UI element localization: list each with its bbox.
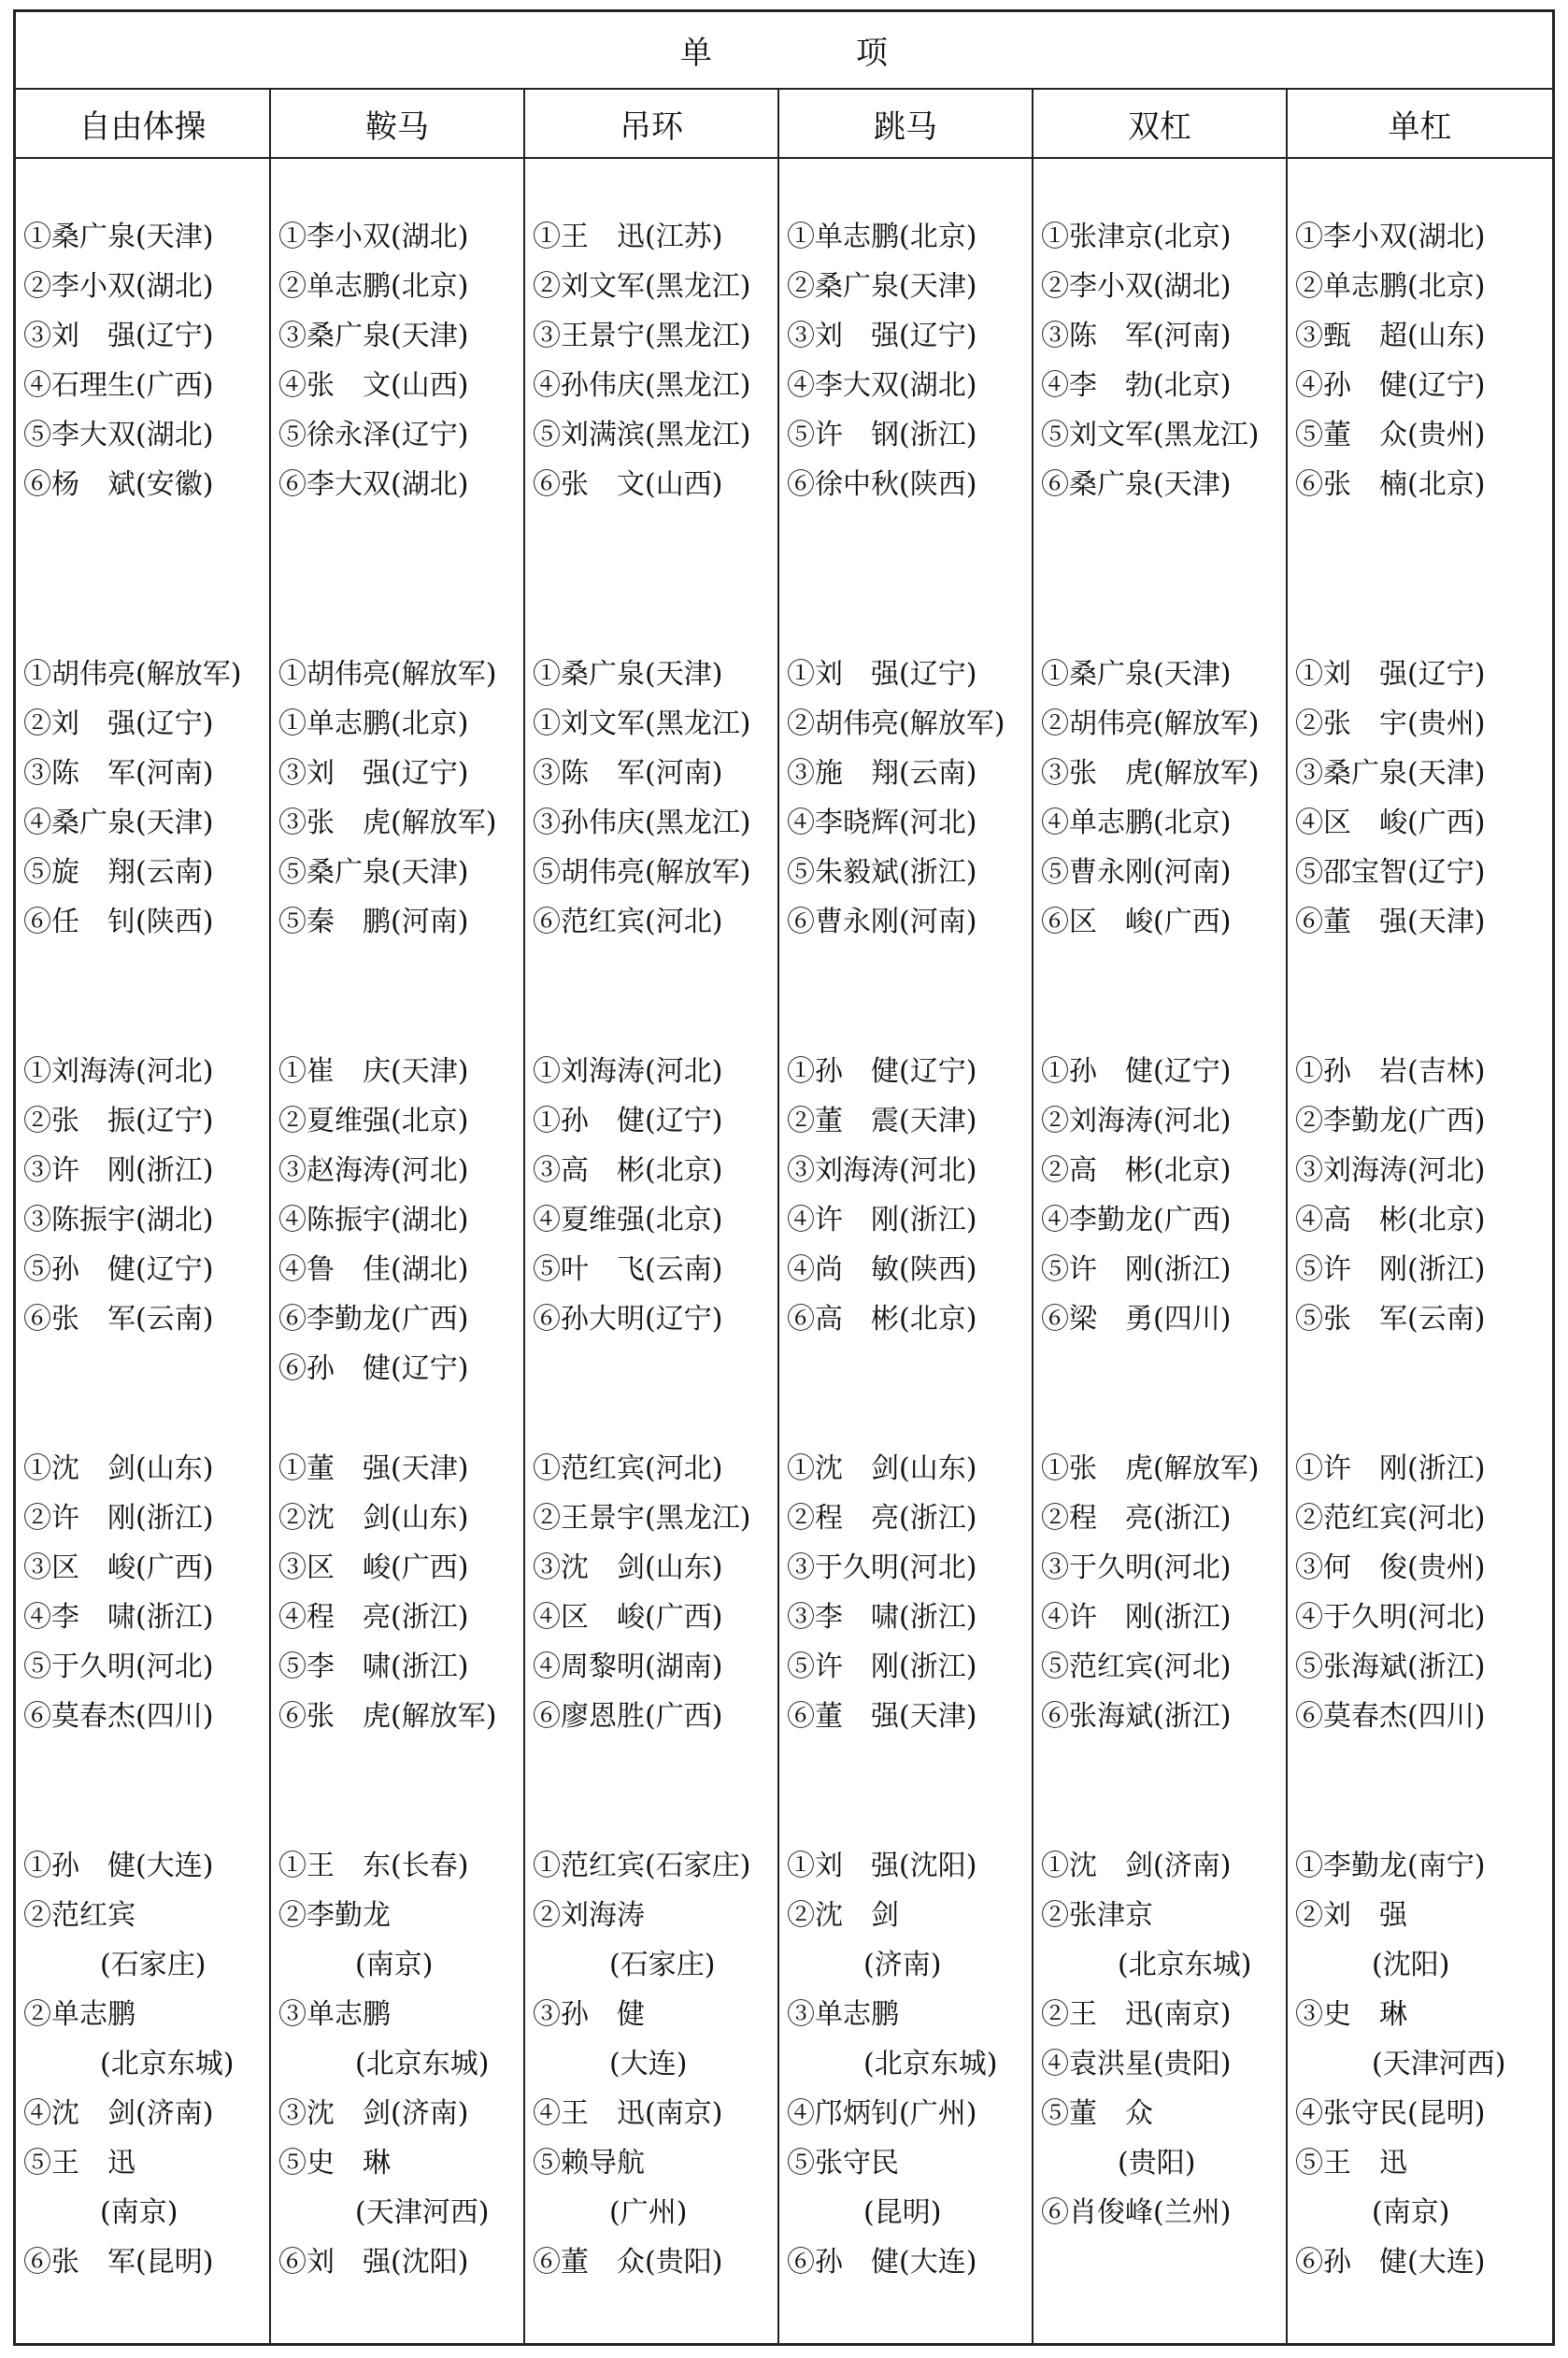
result-entry: ①孙 健(大连) bbox=[23, 1850, 214, 1882]
result-entry: ①董 强(天津) bbox=[278, 1452, 469, 1485]
result-entry: ②范红宾 bbox=[23, 1899, 135, 1932]
result-entry: ①王 迅(江苏) bbox=[533, 221, 723, 253]
result-entry: ⑤范红宾(河北) bbox=[1041, 1651, 1232, 1683]
result-entry: ④袁洪星(贵阳) bbox=[1041, 2048, 1232, 2080]
result-entry: ②王景宇(黑龙江) bbox=[533, 1502, 751, 1535]
result-entry: (南京) bbox=[100, 2196, 178, 2229]
result-entry: ①桑广泉(天津) bbox=[23, 221, 214, 253]
result-entry: ⑥莫春杰(四川) bbox=[1295, 1700, 1486, 1733]
result-entry: ③高 彬(北京) bbox=[533, 1154, 723, 1187]
result-group bbox=[525, 1444, 777, 1741]
column-header: 单杠 bbox=[1388, 107, 1452, 146]
result-entry: ⑥李勤龙(广西) bbox=[278, 1303, 469, 1336]
result-entry: ②李勤龙(广西) bbox=[1295, 1105, 1486, 1137]
result-entry: ⑤史 琳 bbox=[278, 2147, 391, 2179]
result-entry: ①孙 健(辽宁) bbox=[533, 1105, 723, 1137]
result-entry: ⑥肖俊峰(兰州) bbox=[1041, 2196, 1232, 2229]
result-entry: ⑤秦 鹏(河南) bbox=[278, 906, 469, 938]
result-entry: ①王 东(长春) bbox=[278, 1850, 469, 1882]
result-entry: ③区 峻(广西) bbox=[278, 1551, 469, 1584]
result-entry: ④李 勃(北京) bbox=[1041, 369, 1232, 402]
result-group bbox=[1033, 1841, 1286, 2237]
result-entry: ①孙 岩(吉林) bbox=[1295, 1055, 1486, 1088]
column-header: 自由体操 bbox=[16, 90, 271, 157]
result-entry: ①崔 庆(天津) bbox=[278, 1055, 469, 1088]
result-entry: ⑤刘文军(黑龙江) bbox=[1041, 419, 1260, 451]
result-entry: ②高 彬(北京) bbox=[1041, 1154, 1232, 1187]
result-group bbox=[1288, 1444, 1552, 1741]
result-entry: ②刘文军(黑龙江) bbox=[533, 270, 751, 303]
result-entry: ③刘 强(辽宁) bbox=[23, 320, 214, 352]
result-group bbox=[271, 1047, 523, 1393]
result-entry: ①沈 剑(山东) bbox=[787, 1452, 977, 1485]
result-entry: ⑥杨 斌(安徽) bbox=[23, 468, 214, 501]
result-entry: ①许 刚(浙江) bbox=[1295, 1452, 1486, 1485]
result-entry: ④李勤龙(广西) bbox=[1041, 1204, 1232, 1236]
result-group bbox=[525, 212, 777, 509]
result-entry: ④夏维强(北京) bbox=[533, 1204, 723, 1236]
result-entry: ①李小双(湖北) bbox=[278, 221, 469, 253]
result-entry: ④单志鹏(北京) bbox=[1041, 807, 1232, 839]
result-entry: ⑤张海斌(浙江) bbox=[1295, 1651, 1486, 1683]
result-entry: ③李 啸(浙江) bbox=[787, 1601, 977, 1634]
result-entry: ⑤朱毅斌(浙江) bbox=[787, 856, 977, 889]
result-entry: ③单志鹏 bbox=[278, 1998, 391, 2031]
result-entry: (天津河西) bbox=[355, 2196, 490, 2229]
result-entry: ③刘 强(辽宁) bbox=[278, 757, 469, 790]
result-entry: (石家庄) bbox=[609, 1949, 716, 1981]
result-entry: ②程 亮(浙江) bbox=[1041, 1502, 1232, 1535]
result-entry: ①刘海涛(河北) bbox=[23, 1055, 214, 1088]
result-entry: ④孙伟庆(黑龙江) bbox=[533, 369, 751, 402]
result-entry: ⑥徐中秋(陕西) bbox=[787, 468, 977, 501]
result-entry: (济南) bbox=[863, 1949, 942, 1981]
result-entry: ①孙 健(辽宁) bbox=[787, 1055, 977, 1088]
result-entry: ⑤王 迅 bbox=[1295, 2147, 1407, 2179]
result-entry: ⑤孙 健(辽宁) bbox=[23, 1253, 214, 1286]
result-entry: ①范红宾(石家庄) bbox=[533, 1850, 751, 1882]
result-entry: ③陈 军(河南) bbox=[23, 757, 214, 790]
result-entry: ①张 虎(解放军) bbox=[1041, 1452, 1260, 1485]
result-entry: ⑤许 钢(浙江) bbox=[787, 419, 977, 451]
result-entry: ③单志鹏 bbox=[787, 1998, 899, 2031]
result-entry: ⑤旋 翔(云南) bbox=[23, 856, 214, 889]
result-entry: ⑤邵宝智(辽宁) bbox=[1295, 856, 1486, 889]
result-entry: ⑤董 众(贵州) bbox=[1295, 419, 1486, 451]
result-group bbox=[271, 212, 523, 509]
result-entry: ③刘 强(辽宁) bbox=[787, 320, 977, 352]
result-entry: ⑤桑广泉(天津) bbox=[278, 856, 469, 889]
table-body bbox=[16, 159, 1552, 2343]
result-group bbox=[1288, 1841, 1552, 2287]
result-entry: (石家庄) bbox=[100, 1949, 207, 1981]
result-entry: ③陈振宇(湖北) bbox=[23, 1204, 214, 1236]
result-entry: (南京) bbox=[355, 1949, 434, 1981]
result-entry: ⑥区 峻(广西) bbox=[1041, 906, 1232, 938]
result-entry: ②刘 强 bbox=[1295, 1899, 1407, 1932]
result-entry: ③区 峻(广西) bbox=[23, 1551, 214, 1584]
result-group bbox=[779, 650, 1032, 947]
result-entry: ④于久明(河北) bbox=[1295, 1601, 1486, 1634]
result-entry: ⑥张 军(云南) bbox=[23, 1303, 214, 1336]
result-entry: ②张 宇(贵州) bbox=[1295, 707, 1486, 740]
result-entry: ⑤张守民 bbox=[787, 2147, 899, 2179]
result-entry: (南京) bbox=[1372, 2196, 1450, 2229]
result-entry: ⑥廖恩胜(广西) bbox=[533, 1700, 723, 1733]
result-entry: ①单志鹏(北京) bbox=[278, 707, 469, 740]
result-entry: ④石理生(广西) bbox=[23, 369, 214, 402]
result-entry: ②夏维强(北京) bbox=[278, 1105, 469, 1137]
result-entry: ④沈 剑(济南) bbox=[23, 2097, 214, 2130]
result-entry: ④鲁 佳(湖北) bbox=[278, 1253, 469, 1286]
result-entry: ⑤于久明(河北) bbox=[23, 1651, 214, 1683]
result-entry: ①范红宾(河北) bbox=[533, 1452, 723, 1485]
result-entry: ⑤李 啸(浙江) bbox=[278, 1651, 469, 1683]
result-entry: ③孙伟庆(黑龙江) bbox=[533, 807, 751, 839]
result-entry: (沈阳) bbox=[1372, 1949, 1450, 1981]
result-entry: ③赵海涛(河北) bbox=[278, 1154, 469, 1187]
column-1 bbox=[16, 159, 271, 2343]
result-entry: ⑤叶 飞(云南) bbox=[533, 1253, 723, 1286]
result-entry: ②程 亮(浙江) bbox=[787, 1502, 977, 1535]
result-entry: ③沈 剑(济南) bbox=[278, 2097, 469, 2130]
result-entry: ③张 虎(解放军) bbox=[278, 807, 497, 839]
result-entry: ③甄 超(山东) bbox=[1295, 320, 1486, 352]
result-entry: ③王景宁(黑龙江) bbox=[533, 320, 751, 352]
result-entry: (天津河西) bbox=[1372, 2048, 1506, 2080]
result-group bbox=[779, 1444, 1032, 1741]
result-entry: ⑥李大双(湖北) bbox=[278, 468, 469, 501]
result-entry: ②张 振(辽宁) bbox=[23, 1105, 214, 1137]
result-entry: ⑥张 文(山西) bbox=[533, 468, 723, 501]
result-entry: ⑤王 迅 bbox=[23, 2147, 135, 2179]
result-entry: ②单志鹏(北京) bbox=[1295, 270, 1486, 303]
result-group bbox=[1033, 650, 1286, 947]
result-entry: ⑤曹永刚(河南) bbox=[1041, 856, 1232, 889]
result-entry: ⑤许 刚(浙江) bbox=[1295, 1253, 1486, 1286]
result-entry: ①桑广泉(天津) bbox=[1041, 658, 1232, 691]
result-entry: ④周黎明(湖南) bbox=[533, 1651, 723, 1683]
result-entry: ⑥孙大明(辽宁) bbox=[533, 1303, 723, 1336]
result-entry: ④孙 健(辽宁) bbox=[1295, 369, 1486, 402]
column-6 bbox=[1288, 159, 1552, 2343]
result-group bbox=[271, 650, 523, 947]
result-entry: ④李大双(湖北) bbox=[787, 369, 977, 402]
result-entry: (昆明) bbox=[863, 2196, 942, 2229]
result-entry: ③于久明(河北) bbox=[787, 1551, 977, 1584]
result-entry: (北京东城) bbox=[100, 2048, 235, 2080]
result-entry: ⑥高 彬(北京) bbox=[787, 1303, 977, 1336]
result-entry: ③许 刚(浙江) bbox=[23, 1154, 214, 1187]
result-entry: ②单志鹏(北京) bbox=[278, 270, 469, 303]
result-entry: ①孙 健(辽宁) bbox=[1041, 1055, 1232, 1088]
result-group bbox=[779, 212, 1032, 509]
result-entry: ④许 刚(浙江) bbox=[787, 1204, 977, 1236]
result-group bbox=[1033, 1047, 1286, 1344]
result-entry: ②董 震(天津) bbox=[787, 1105, 977, 1137]
result-group bbox=[1288, 212, 1552, 509]
result-group bbox=[16, 1047, 269, 1344]
result-entry: ②沈 剑(山东) bbox=[278, 1502, 469, 1535]
result-group bbox=[525, 1047, 777, 1344]
result-entry: ⑥董 强(天津) bbox=[787, 1700, 977, 1733]
result-entry: ③施 翔(云南) bbox=[787, 757, 977, 790]
result-entry: ⑥曹永刚(河南) bbox=[787, 906, 977, 938]
result-entry: ①张津京(北京) bbox=[1041, 221, 1232, 253]
result-entry: ④区 峻(广西) bbox=[533, 1601, 723, 1634]
column-3 bbox=[525, 159, 779, 2343]
result-entry: ②李小双(湖北) bbox=[1041, 270, 1232, 303]
results-table bbox=[13, 9, 1555, 2346]
column-header: 吊环 bbox=[525, 90, 779, 157]
result-entry: ⑥张 军(昆明) bbox=[23, 2246, 214, 2279]
result-entry: ③于久明(河北) bbox=[1041, 1551, 1232, 1584]
result-entry: (北京东城) bbox=[355, 2048, 490, 2080]
result-entry: ⑤徐永泽(辽宁) bbox=[278, 419, 469, 451]
result-entry: ④桑广泉(天津) bbox=[23, 807, 214, 839]
result-entry: ①刘 强(沈阳) bbox=[787, 1850, 977, 1882]
result-entry: ④陈振宇(湖北) bbox=[278, 1204, 469, 1236]
result-entry: ④李晓辉(河北) bbox=[787, 807, 977, 839]
column-header: 双杠 bbox=[1033, 90, 1288, 157]
result-entry: ②单志鹏 bbox=[23, 1998, 135, 2031]
result-group bbox=[779, 1841, 1032, 2287]
result-group bbox=[271, 1444, 523, 1741]
result-entry: ②刘 强(辽宁) bbox=[23, 707, 214, 740]
result-entry: ②沈 剑 bbox=[787, 1899, 899, 1932]
result-entry: ⑥董 众(贵阳) bbox=[533, 2246, 723, 2279]
result-group bbox=[779, 1047, 1032, 1344]
result-entry: ⑥孙 健(大连) bbox=[1295, 2246, 1486, 2279]
result-entry: ⑥任 钊(陕西) bbox=[23, 906, 214, 938]
result-entry: ②张津京 bbox=[1041, 1899, 1153, 1932]
result-group bbox=[1288, 1047, 1552, 1344]
result-entry: ⑥孙 健(大连) bbox=[787, 2246, 977, 2279]
result-entry: ①胡伟亮(解放军) bbox=[278, 658, 497, 691]
result-entry: ②胡伟亮(解放军) bbox=[1041, 707, 1260, 740]
table-title: 单 项 bbox=[16, 12, 1552, 90]
result-entry: (北京东城) bbox=[863, 2048, 998, 2080]
result-entry: ④邝炳钊(广州) bbox=[787, 2097, 977, 2130]
result-entry: ①胡伟亮(解放军) bbox=[23, 658, 242, 691]
result-entry: ⑥梁 勇(四川) bbox=[1041, 1303, 1232, 1336]
result-group bbox=[271, 1841, 523, 2287]
column-4 bbox=[779, 159, 1033, 2343]
result-entry: ②李小双(湖北) bbox=[23, 270, 214, 303]
result-entry: ④张守民(昆明) bbox=[1295, 2097, 1486, 2130]
result-entry: ②王 迅(南京) bbox=[1041, 1998, 1232, 2031]
result-entry: (北京东城) bbox=[1118, 1949, 1252, 1981]
result-entry: (大连) bbox=[609, 2048, 688, 2080]
result-entry: (贵阳) bbox=[1118, 2147, 1196, 2179]
result-entry: ⑤董 众 bbox=[1041, 2097, 1153, 2130]
result-entry: ⑥范红宾(河北) bbox=[533, 906, 723, 938]
result-entry: ④李 啸(浙江) bbox=[23, 1601, 214, 1634]
result-entry: ⑥张 虎(解放军) bbox=[278, 1700, 497, 1733]
result-entry: ④尚 敏(陕西) bbox=[787, 1253, 977, 1286]
result-group bbox=[16, 1444, 269, 1741]
column-2 bbox=[271, 159, 525, 2343]
result-entry: ⑤刘满滨(黑龙江) bbox=[533, 419, 751, 451]
result-entry: ①刘文军(黑龙江) bbox=[533, 707, 751, 740]
result-entry: ③陈 军(河南) bbox=[1041, 320, 1232, 352]
result-entry: ⑤胡伟亮(解放军) bbox=[533, 856, 751, 889]
result-entry: ①沈 剑(济南) bbox=[1041, 1850, 1232, 1882]
result-group bbox=[16, 650, 269, 947]
result-entry: ④张 文(山西) bbox=[278, 369, 469, 402]
result-entry: ⑥桑广泉(天津) bbox=[1041, 468, 1232, 501]
column-5 bbox=[1033, 159, 1288, 2343]
result-entry: ②刘海涛 bbox=[533, 1899, 645, 1932]
result-entry: ②桑广泉(天津) bbox=[787, 270, 977, 303]
result-entry: ④程 亮(浙江) bbox=[278, 1601, 469, 1634]
result-entry: ⑥刘 强(沈阳) bbox=[278, 2246, 469, 2279]
result-entry: ③刘海涛(河北) bbox=[1295, 1154, 1486, 1187]
result-group bbox=[1288, 650, 1552, 947]
result-entry: ⑥莫春杰(四川) bbox=[23, 1700, 214, 1733]
result-entry: ⑤许 刚(浙江) bbox=[787, 1651, 977, 1683]
result-entry: ①单志鹏(北京) bbox=[787, 221, 977, 253]
result-entry: ③陈 军(河南) bbox=[533, 757, 723, 790]
column-header: 鞍马 bbox=[271, 90, 525, 157]
result-entry: ④高 彬(北京) bbox=[1295, 1204, 1486, 1236]
result-entry: ③史 琳 bbox=[1295, 1998, 1407, 2031]
result-entry: ②许 刚(浙江) bbox=[23, 1502, 214, 1535]
result-entry: ①李勤龙(南宁) bbox=[1295, 1850, 1486, 1882]
result-entry: ②李勤龙 bbox=[278, 1899, 391, 1932]
result-entry: ⑤张 军(云南) bbox=[1295, 1303, 1486, 1336]
result-group bbox=[16, 212, 269, 509]
result-group bbox=[1033, 1444, 1286, 1741]
result-group bbox=[16, 1841, 269, 2287]
result-entry: (广州) bbox=[609, 2196, 688, 2229]
result-entry: ⑥孙 健(辽宁) bbox=[278, 1352, 469, 1385]
result-entry: ①李小双(湖北) bbox=[1295, 221, 1486, 253]
result-entry: ④许 刚(浙江) bbox=[1041, 1601, 1232, 1634]
result-entry: ⑥张 楠(北京) bbox=[1295, 468, 1486, 501]
result-entry: ③刘海涛(河北) bbox=[787, 1154, 977, 1187]
result-entry: ⑤许 刚(浙江) bbox=[1041, 1253, 1232, 1286]
result-entry: ④区 峻(广西) bbox=[1295, 807, 1486, 839]
result-entry: ①桑广泉(天津) bbox=[533, 658, 723, 691]
result-entry: ①刘 强(辽宁) bbox=[1295, 658, 1486, 691]
result-entry: ⑥张海斌(浙江) bbox=[1041, 1700, 1232, 1733]
result-entry: ③沈 剑(山东) bbox=[533, 1551, 723, 1584]
result-entry: ⑥董 强(天津) bbox=[1295, 906, 1486, 938]
result-group bbox=[1033, 212, 1286, 509]
result-entry: ②胡伟亮(解放军) bbox=[787, 707, 1005, 740]
result-entry: ③桑广泉(天津) bbox=[1295, 757, 1486, 790]
result-entry: ②刘海涛(河北) bbox=[1041, 1105, 1232, 1137]
result-entry: ⑤赖导航 bbox=[533, 2147, 645, 2179]
result-entry: ③孙 健 bbox=[533, 1998, 645, 2031]
result-group bbox=[525, 650, 777, 947]
result-entry: ③桑广泉(天津) bbox=[278, 320, 469, 352]
result-entry: ⑤李大双(湖北) bbox=[23, 419, 214, 451]
result-group bbox=[525, 1841, 777, 2287]
result-entry: ③何 俊(贵州) bbox=[1295, 1551, 1486, 1584]
column-header: 跳马 bbox=[779, 90, 1033, 157]
header-row bbox=[16, 90, 1552, 159]
result-entry: ②范红宾(河北) bbox=[1295, 1502, 1486, 1535]
result-entry: ①刘海涛(河北) bbox=[533, 1055, 723, 1088]
result-entry: ④王 迅(南京) bbox=[533, 2097, 723, 2130]
result-entry: ③张 虎(解放军) bbox=[1041, 757, 1260, 790]
result-entry: ①刘 强(辽宁) bbox=[787, 658, 977, 691]
result-entry: ①沈 剑(山东) bbox=[23, 1452, 214, 1485]
